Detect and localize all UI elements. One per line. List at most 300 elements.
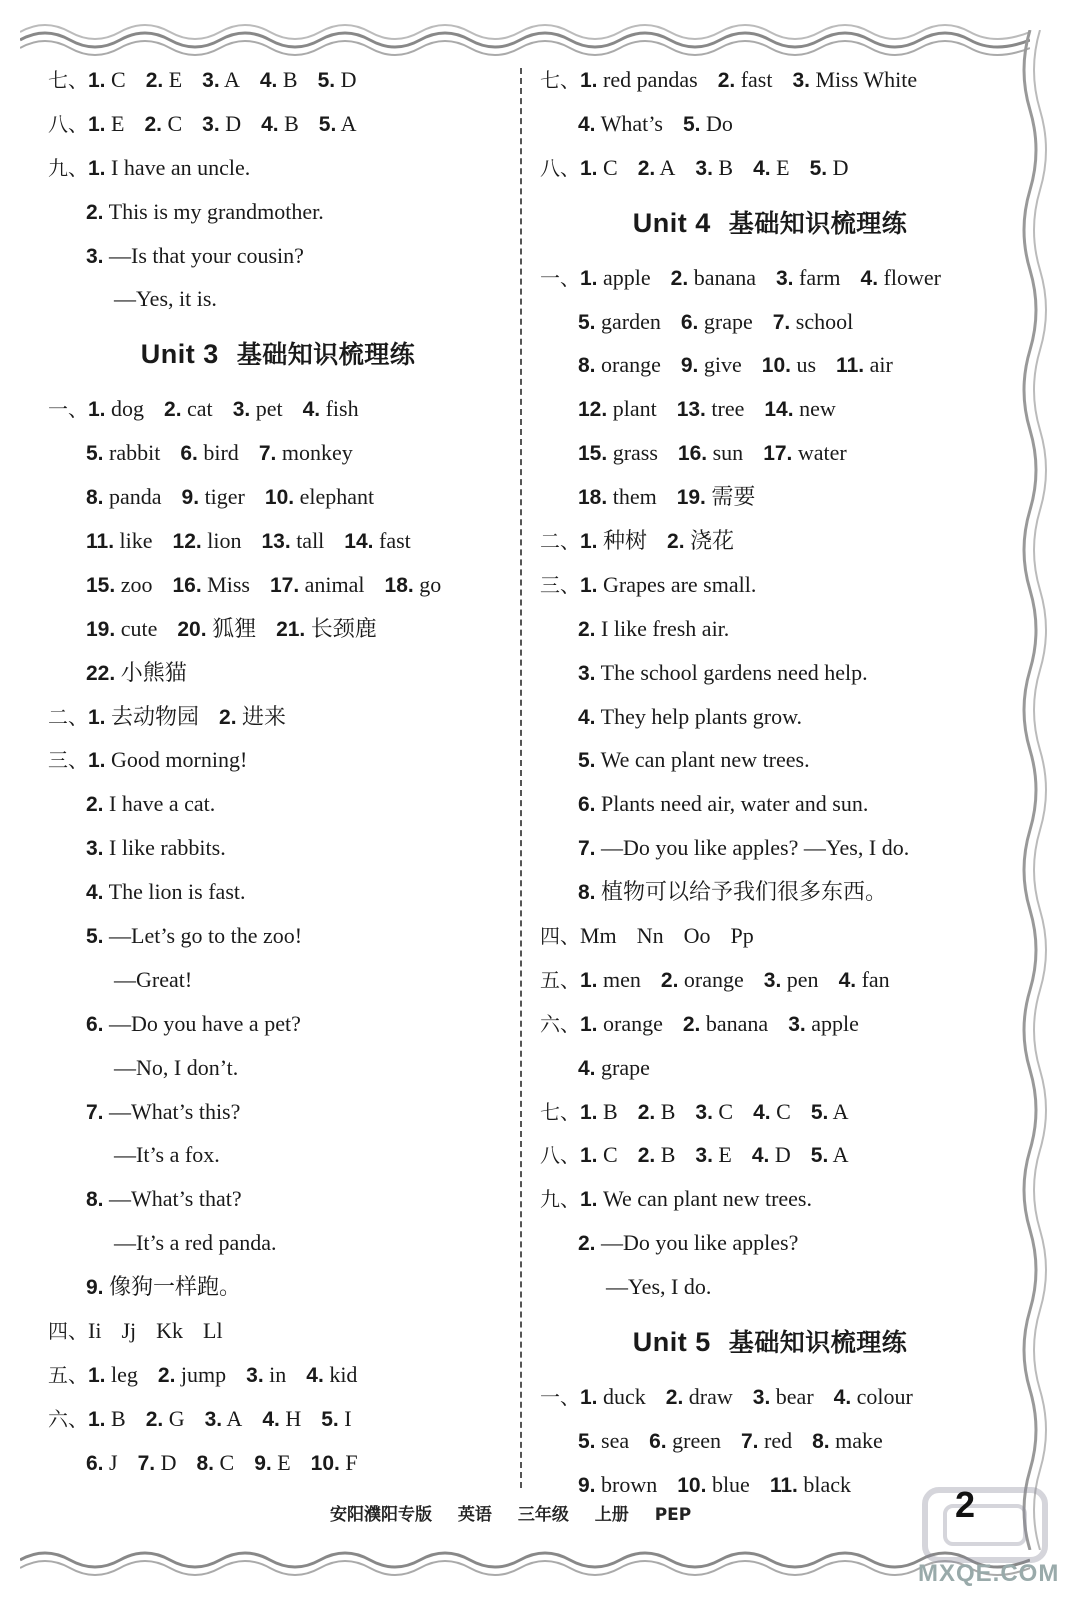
answer-item: [681, 352, 742, 377]
answer-line: [540, 1221, 1000, 1265]
unit5-heading: [540, 1309, 1000, 1375]
item-number: 1.: [580, 266, 598, 290]
answer-line: [48, 651, 508, 695]
item-number: 5.: [86, 925, 104, 949]
section-marker: 九、: [48, 155, 88, 180]
item-number: 4.: [578, 705, 596, 729]
item-answer: sun: [712, 440, 744, 466]
item-answer: F: [345, 1449, 358, 1475]
item-answer: orange: [683, 966, 744, 992]
item-number: 1.: [88, 1363, 106, 1387]
item-answer: give: [703, 352, 742, 378]
answer-item: [578, 440, 658, 465]
item-answer: Mm: [580, 923, 617, 949]
answer-item: [86, 923, 302, 948]
item-number: 14.: [764, 398, 794, 422]
item-number: 2.: [637, 1100, 656, 1124]
answer-item: [265, 484, 374, 509]
item-number: 1.: [580, 1012, 598, 1036]
item-number: 3.: [86, 244, 104, 268]
answer-item: [202, 67, 240, 92]
left-column: [48, 58, 508, 1485]
item-answer: 进来: [242, 703, 287, 729]
item-number: 2.: [164, 398, 182, 422]
answer-line: [540, 958, 1000, 1002]
item-answer: A: [223, 67, 240, 92]
item-number: 7.: [137, 1451, 156, 1475]
item-number: 4.: [259, 69, 278, 92]
item-answer: —No, I don’t.: [114, 1054, 239, 1080]
answer-item: [86, 1011, 301, 1036]
answer-line: [48, 431, 508, 475]
item-answer: flower: [883, 264, 941, 290]
item-answer: tall: [296, 528, 325, 554]
answer-item: [196, 1450, 234, 1475]
answer-line: [48, 58, 508, 102]
unit3-subtitle: 基础知识梳理练: [236, 340, 416, 370]
item-number: 1.: [88, 705, 106, 729]
item-number: 17.: [763, 442, 793, 466]
item-answer: —It’s a fox.: [114, 1142, 220, 1168]
answer-line: [540, 431, 1000, 475]
answer-item: [385, 572, 442, 597]
item-answer: make: [835, 1427, 883, 1453]
item-answer: —Do you like apples?: [601, 1230, 799, 1256]
bottom-wave-border: [20, 1540, 1030, 1584]
item-answer: 去动物园: [111, 703, 200, 729]
answer-item: [678, 440, 743, 465]
item-number: 15.: [86, 573, 116, 597]
item-number: 3.: [232, 398, 251, 422]
answer-line: [48, 1441, 508, 1485]
answer-item: [683, 111, 733, 136]
item-answer: banana: [705, 1010, 769, 1036]
section-marker: 七、: [48, 68, 88, 92]
answer-line: [48, 519, 508, 563]
item-number: 2.: [145, 1407, 164, 1431]
answer-item: [580, 67, 698, 92]
item-number: 5.: [321, 1407, 339, 1431]
item-number: 3.: [695, 156, 713, 180]
answer-line: [540, 1133, 1000, 1177]
item-number: 1.: [88, 156, 106, 180]
answer-item: [578, 835, 909, 860]
item-answer: tiger: [204, 484, 245, 510]
item-answer: lion: [207, 528, 242, 554]
item-number: 2.: [637, 1144, 656, 1168]
answer-item: [580, 1142, 618, 1167]
footer: [330, 1500, 730, 1530]
answer-item: [86, 199, 324, 224]
item-answer: cute: [120, 615, 158, 641]
answer-item: [762, 352, 816, 377]
section-marker: 七、: [540, 1099, 580, 1124]
item-number: 8.: [86, 486, 104, 510]
answer-line: [540, 651, 1000, 695]
answer-item: [86, 616, 157, 641]
answer-item: [86, 528, 153, 553]
item-answer: C: [167, 110, 183, 136]
item-answer: —Is that your cousin?: [109, 242, 304, 268]
answer-item: [763, 440, 847, 465]
item-answer: Kk: [156, 1318, 184, 1344]
item-answer: banana: [693, 264, 756, 290]
answer-item: [764, 396, 835, 421]
unit3-heading: [48, 321, 508, 387]
item-answer: C: [219, 1449, 235, 1475]
item-number: 16.: [172, 573, 202, 597]
item-number: 1.: [580, 1144, 598, 1168]
item-answer: men: [603, 966, 641, 992]
answer-item: [88, 396, 144, 421]
item-number: 19.: [676, 486, 706, 510]
item-answer: —Yes, it is.: [114, 286, 217, 312]
item-number: 2.: [578, 617, 596, 641]
answer-item: [578, 1472, 657, 1497]
answer-item: [578, 879, 887, 904]
item-answer: blue: [711, 1471, 750, 1497]
answer-item: [683, 1011, 768, 1036]
answer-item: [114, 286, 217, 311]
item-answer: Ii: [88, 1318, 102, 1344]
section-marker: 八、: [48, 111, 88, 136]
answer-item: [578, 484, 657, 509]
unit4-subtitle: 基础知识梳理练: [728, 208, 908, 238]
answer-line: [540, 914, 1000, 958]
item-answer: The school gardens need help.: [600, 659, 868, 685]
answer-item: [580, 1186, 812, 1211]
footer-volume: 上册: [594, 1505, 629, 1525]
unit4-answers: [540, 256, 1000, 1309]
item-number: 4.: [262, 1407, 280, 1431]
answer-item: [695, 155, 733, 180]
item-number: 4.: [751, 1144, 770, 1168]
answer-line: [540, 300, 1000, 344]
item-answer: G: [168, 1405, 185, 1431]
answer-line: [540, 475, 1000, 519]
item-number: 6.: [86, 1012, 104, 1036]
answer-line: [540, 738, 1000, 782]
answer-item: [246, 1362, 286, 1387]
item-number: 15.: [578, 442, 608, 466]
item-number: 5.: [682, 112, 701, 136]
unit3-answers: [48, 387, 508, 1484]
answer-item: [262, 1406, 301, 1431]
item-answer: D: [832, 154, 849, 180]
answer-item: [114, 1142, 220, 1167]
item-answer: —Great!: [114, 966, 193, 992]
answer-item: [205, 1406, 243, 1431]
item-answer: A: [832, 1142, 849, 1168]
item-answer: —What’s this?: [109, 1098, 241, 1124]
item-number: 6.: [680, 310, 699, 334]
item-number: 1.: [580, 1386, 598, 1410]
answer-item: [173, 528, 242, 553]
item-number: 2.: [682, 1012, 701, 1036]
answer-line: [540, 782, 1000, 826]
item-number: 1.: [580, 69, 598, 92]
item-answer: J: [109, 1449, 118, 1475]
item-answer: Nn: [636, 923, 664, 949]
item-number: 18.: [384, 573, 414, 597]
answer-item: [88, 67, 126, 92]
item-answer: I: [344, 1405, 352, 1431]
item-answer: Do: [705, 110, 733, 136]
answer-item: [834, 1384, 913, 1409]
answer-line: [540, 58, 1000, 102]
answer-item: [86, 1186, 242, 1211]
answer-item: [764, 967, 819, 992]
item-number: 10.: [264, 486, 295, 510]
answer-item: [114, 967, 192, 992]
item-answer: us: [796, 352, 817, 378]
item-answer: animal: [304, 571, 365, 597]
answer-item: [578, 1055, 650, 1080]
answer-item: [88, 747, 247, 772]
item-number: 2.: [637, 156, 656, 180]
answer-item: [86, 243, 304, 268]
answer-item: [752, 1142, 791, 1167]
item-answer: A: [832, 1098, 849, 1124]
item-answer: grass: [612, 440, 658, 466]
answer-line: [48, 387, 508, 431]
answer-item: [219, 704, 286, 729]
item-number: 7.: [772, 310, 791, 334]
answer-line: [540, 343, 1000, 387]
item-number: 5.: [578, 310, 596, 334]
item-number: 2.: [660, 968, 679, 992]
answer-item: [811, 1099, 849, 1124]
section-marker: 三、: [540, 572, 580, 597]
answer-line: [48, 475, 508, 519]
item-number: 1.: [580, 530, 598, 554]
item-number: 3.: [775, 266, 794, 290]
item-number: 12.: [172, 530, 202, 554]
column-divider: [520, 68, 522, 1488]
item-number: 2.: [670, 266, 689, 290]
item-answer: I like rabbits.: [109, 835, 226, 861]
answer-item: [578, 704, 802, 729]
unit4-heading: [540, 190, 1000, 256]
item-number: 4.: [753, 1100, 771, 1124]
item-answer: B: [603, 1098, 618, 1124]
item-answer: farm: [799, 264, 841, 290]
item-number: 21.: [276, 617, 306, 641]
item-number: 9.: [86, 1276, 104, 1300]
item-answer: elephant: [299, 484, 375, 510]
answer-item: [580, 528, 647, 553]
item-answer: pen: [786, 966, 819, 992]
answer-item: [88, 1362, 138, 1387]
item-answer: Grapes are small.: [603, 571, 757, 597]
answer-item: [306, 1362, 357, 1387]
item-answer: E: [111, 110, 125, 136]
item-answer: 植物可以给予我们很多东西。: [601, 879, 888, 905]
item-answer: air: [869, 352, 893, 378]
item-number: 3.: [695, 1144, 713, 1168]
item-number: 6.: [86, 1451, 104, 1475]
item-answer: E: [718, 1142, 732, 1168]
item-number: 5.: [578, 1429, 596, 1453]
right-top-answers: [540, 58, 1000, 190]
item-number: 6.: [578, 793, 596, 817]
section-marker: 一、: [48, 397, 88, 422]
answer-line: [48, 870, 508, 914]
answer-item: [730, 923, 753, 948]
item-number: 3.: [246, 1363, 264, 1387]
answer-item: [753, 1384, 814, 1409]
answer-item: [146, 1406, 185, 1431]
answer-item: [180, 440, 238, 465]
answer-item: [177, 616, 256, 641]
footer-edition: 安阳濮阳专版: [330, 1505, 432, 1525]
item-answer: 浇花: [690, 528, 735, 554]
item-answer: duck: [603, 1384, 646, 1410]
item-answer: B: [660, 1098, 676, 1124]
item-answer: We can plant new trees.: [603, 1186, 812, 1212]
answer-item: [578, 352, 661, 377]
item-number: 4.: [578, 1056, 596, 1080]
item-answer: zoo: [120, 571, 153, 597]
item-number: 4.: [578, 112, 596, 136]
answer-item: [580, 923, 617, 948]
item-number: 3.: [204, 1407, 223, 1431]
item-number: 7.: [86, 1100, 104, 1124]
item-answer: 种树: [603, 528, 648, 554]
item-answer: B: [282, 67, 298, 92]
item-answer: —It’s a red panda.: [114, 1230, 277, 1256]
item-number: 2.: [145, 69, 164, 92]
answer-line: [48, 1090, 508, 1134]
item-answer: them: [612, 484, 657, 510]
answer-item: [792, 67, 917, 92]
answer-line: [540, 1090, 1000, 1134]
item-number: 17.: [269, 573, 300, 597]
item-answer: 需要: [711, 484, 756, 510]
unit5-answers: [540, 1375, 1000, 1507]
section-marker: 八、: [540, 1143, 580, 1168]
item-number: 5.: [86, 442, 104, 466]
answer-item: [321, 1406, 351, 1431]
section-marker: 二、: [48, 704, 88, 729]
item-answer: bird: [203, 440, 239, 466]
item-answer: —Do you like apples? —Yes, I do.: [601, 835, 910, 861]
answer-item: [671, 265, 756, 290]
answer-item: [138, 1450, 177, 1475]
answer-item: [677, 1472, 750, 1497]
answer-line: [48, 607, 508, 651]
answer-item: [578, 309, 661, 334]
answer-item: [638, 1099, 676, 1124]
answer-item: [86, 1099, 240, 1124]
item-number: 2.: [86, 793, 104, 817]
item-number: 7.: [740, 1429, 759, 1453]
answer-item: [578, 747, 810, 772]
answer-item: [260, 67, 298, 92]
answer-item: [578, 1230, 798, 1255]
item-answer: water: [797, 440, 847, 466]
item-answer: 小熊猫: [120, 659, 187, 685]
item-answer: like: [119, 528, 153, 554]
answer-item: [86, 835, 226, 860]
answer-item: [811, 1142, 849, 1167]
answer-item: [114, 1230, 277, 1255]
section-marker: 六、: [48, 1406, 88, 1431]
answer-item: [202, 111, 241, 136]
item-number: 2.: [578, 1232, 596, 1256]
answer-item: [666, 1384, 733, 1409]
answer-item: [86, 1450, 118, 1475]
unit4-title: Unit 4: [632, 207, 711, 238]
answer-line: [540, 1375, 1000, 1419]
answer-item: [718, 67, 773, 92]
item-answer: I have an uncle.: [111, 154, 251, 180]
item-answer: D: [340, 67, 357, 92]
answer-item: [684, 923, 711, 948]
right-wave-border: [1000, 30, 1060, 1550]
answer-line: [540, 1419, 1000, 1463]
section-marker: 九、: [540, 1187, 580, 1212]
answer-item: [86, 440, 160, 465]
item-answer: C: [603, 1142, 618, 1168]
item-answer: H: [285, 1405, 302, 1431]
answer-line: [540, 695, 1000, 739]
answer-item: [695, 1142, 731, 1167]
answer-line: [48, 234, 508, 278]
item-answer: monkey: [281, 440, 353, 466]
item-answer: The lion is fast.: [108, 879, 246, 905]
item-answer: school: [795, 308, 854, 334]
item-answer: Pp: [730, 923, 754, 949]
item-answer: apple: [811, 1010, 859, 1036]
item-answer: C: [111, 67, 126, 92]
item-answer: new: [799, 396, 836, 422]
item-answer: I have a cat.: [109, 791, 216, 817]
answer-item: [203, 1318, 223, 1343]
item-answer: —What’s that?: [109, 1186, 242, 1212]
answer-line: [540, 256, 1000, 300]
footer-subject: 英语: [457, 1505, 492, 1525]
footer-grade: 三年级: [517, 1505, 569, 1525]
answer-line: [48, 1177, 508, 1221]
answer-item: [121, 1318, 136, 1343]
item-answer: D: [225, 110, 242, 136]
item-answer: kid: [329, 1361, 358, 1387]
item-number: 1.: [580, 968, 598, 992]
answer-item: [156, 1318, 183, 1343]
answer-item: [580, 1011, 663, 1036]
item-number: 9.: [181, 486, 200, 510]
answer-line: [48, 914, 508, 958]
answer-line: [540, 387, 1000, 431]
answer-item: [776, 265, 841, 290]
item-number: 3.: [792, 69, 810, 92]
item-number: 5.: [810, 1100, 829, 1124]
item-answer: We can plant new trees.: [600, 747, 810, 773]
answer-line: [48, 190, 508, 234]
answer-line: [540, 826, 1000, 870]
answer-item: [578, 111, 663, 136]
answer-item: [638, 155, 676, 180]
footer-publisher: PEP: [654, 1505, 692, 1525]
item-answer: go: [419, 571, 442, 597]
item-number: 11.: [769, 1473, 798, 1497]
item-answer: —Yes, I do.: [606, 1274, 712, 1300]
item-number: 4.: [261, 112, 279, 136]
item-answer: B: [718, 154, 734, 180]
item-number: 3.: [763, 968, 782, 992]
item-answer: A: [340, 110, 357, 136]
